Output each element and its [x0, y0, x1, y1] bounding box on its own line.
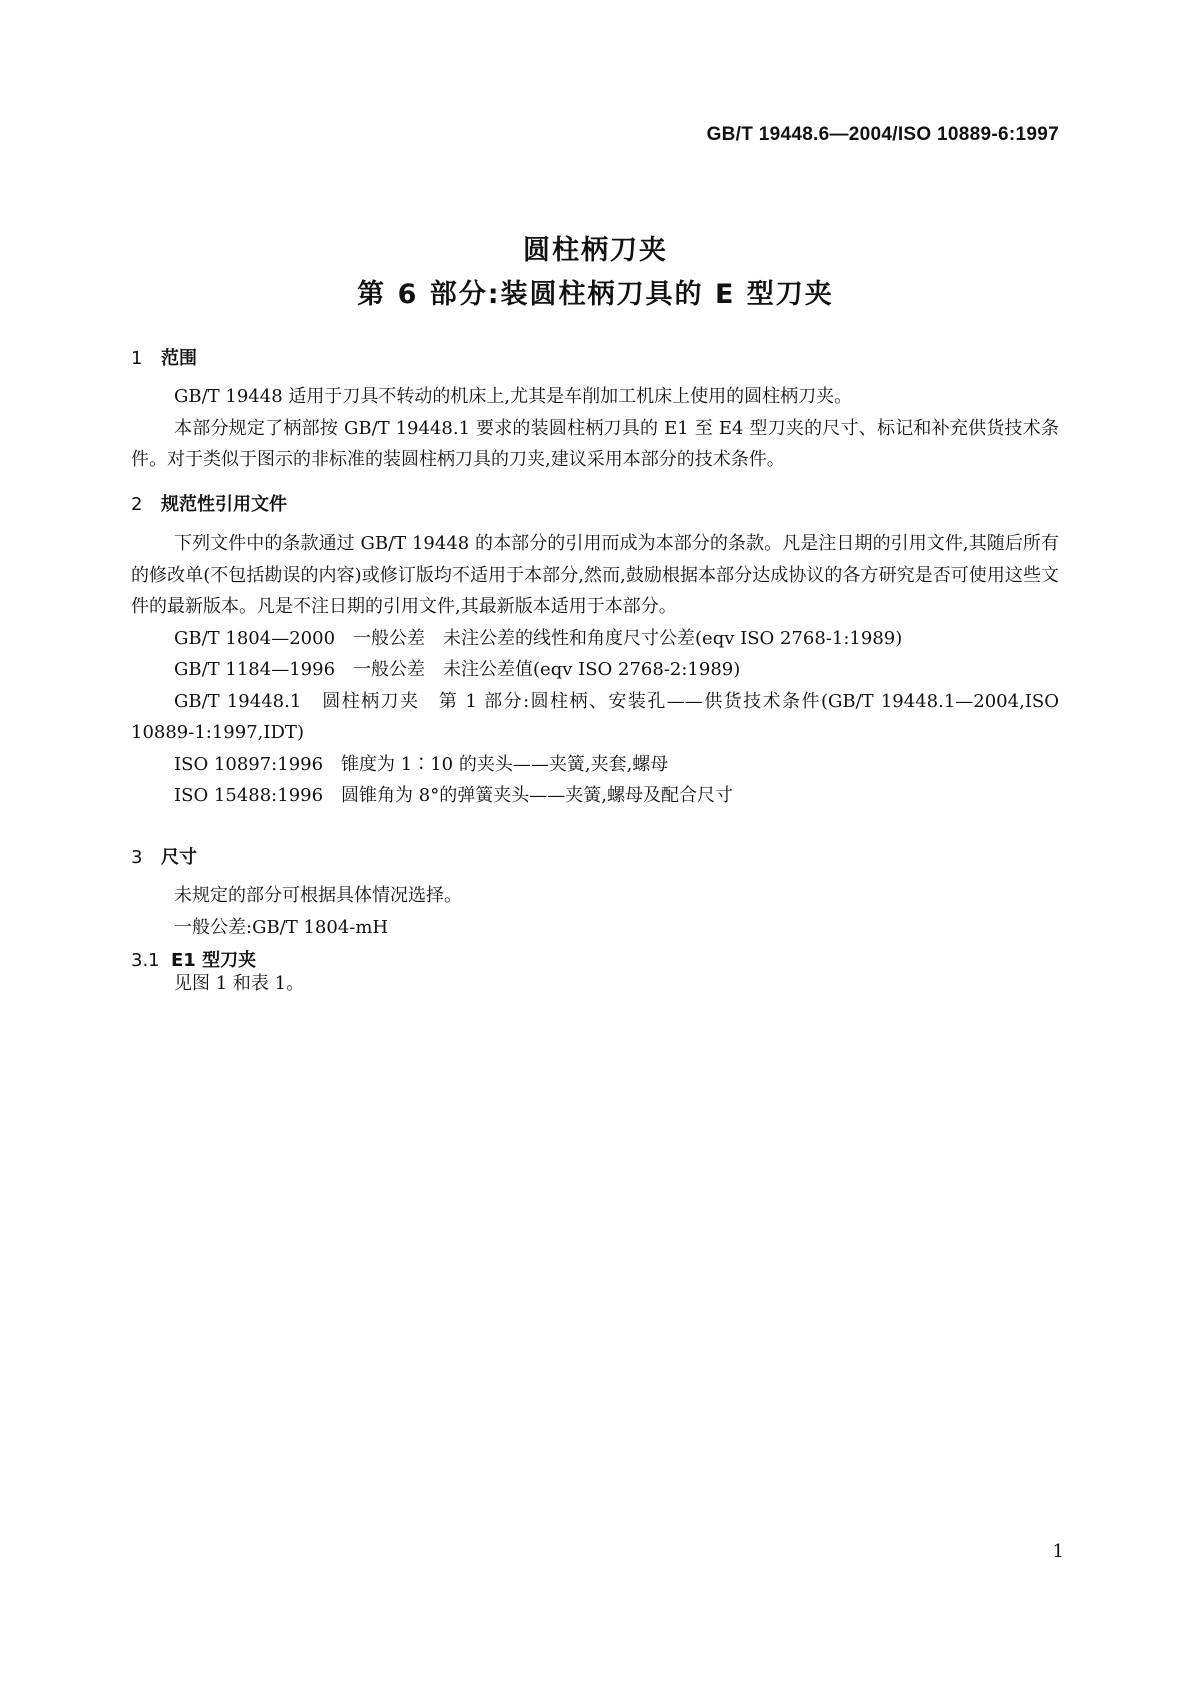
reference-item: GB/T 1184—1996 一般公差 未注公差值(eqv ISO 2768-2:1989) [174, 659, 741, 680]
paragraph: 本部分规定了柄部按 GB/T 19448.1 要求的装圆柱柄刀具的 E1 至 E4 型刀夹的尺寸、标记和补充供货技术条件。对于类似于图示的非标准的装圆柱柄刀具的刀夹,建议采用本部分的技术条件。 [131, 417, 1059, 470]
paragraph: 未规定的部分可根据具体情况选择。 [174, 885, 462, 906]
section-number: 1 [131, 348, 143, 369]
paragraph: 一般公差:GB/T 1804-mH [174, 916, 389, 938]
standard-code: GB/T 19448.6—2004/ISO 10889-6:1997 [706, 124, 1059, 145]
reference-item: GB/T 19448.1 圆柱柄刀夹 第 1 部分:圆柱柄、安装孔——供货技术条件(GB/T 19448.1—2004,ISO 10889-1:1997,IDT) [131, 690, 1059, 743]
section-title: 规范性引用文件 [161, 494, 287, 515]
section-3-1-body [131, 968, 1059, 1000]
paragraph: GB/T 19448 适用于刀具不转动的机床上,尤其是车削加工机床上使用的圆柱柄刀夹。 [174, 386, 853, 407]
section-title: 范围 [161, 348, 197, 369]
section-title: 尺寸 [161, 847, 197, 868]
section-2-body [131, 528, 1059, 812]
section-number: 3.1 [131, 950, 160, 971]
paragraph: 见图 1 和表 1。 [174, 973, 305, 994]
section-number: 2 [131, 494, 143, 515]
section-1-body [131, 381, 1059, 476]
document-title: 圆柱柄刀夹 [523, 235, 668, 266]
page-number: 1 [1052, 1541, 1064, 1562]
reference-item: ISO 10897:1996 锥度为 1∶10 的夹头——夹簧,夹套,螺母 [174, 753, 669, 775]
section-1-heading [131, 344, 197, 370]
section-title: E1 型刀夹 [171, 950, 257, 971]
section-2-heading [131, 490, 287, 516]
section-3-body [131, 880, 1059, 943]
section-number: 3 [131, 847, 143, 868]
paragraph: 下列文件中的条款通过 GB/T 19448 的本部分的引用而成为本部分的条款。凡是注日期的引用文件,其随后所有的修改单(不包括勘误的内容)或修订版均不适用于本部分,然而,鼓励根据本部分达成协议的各方研究是否可使用这些文件的最新版本。凡是不注日期的引用文件,其最新版本适用于本部分。 [131, 533, 1059, 617]
reference-item: GB/T 1804—2000 一般公差 未注公差的线性和角度尺寸公差(eqv ISO 2768-1:1989) [174, 627, 903, 649]
document-subtitle: 第 6 部分:装圆柱柄刀具的 E 型刀夹 [357, 279, 834, 310]
section-3-heading [131, 843, 197, 869]
reference-item: ISO 15488:1996 圆锥角为 8°的弹簧夹头——夹簧,螺母及配合尺寸 [174, 785, 733, 806]
